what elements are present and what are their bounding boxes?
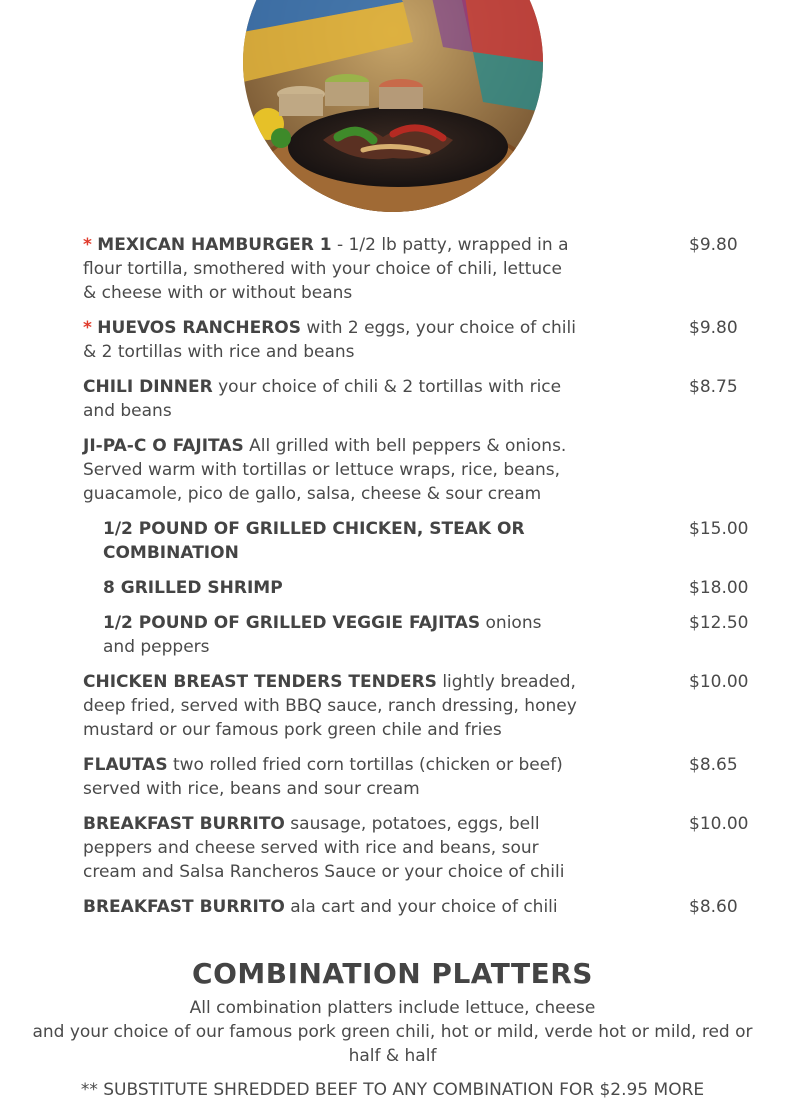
menu-item xyxy=(83,316,763,364)
item-desc: - 1/2 lb patty, wrapped in a flour tortilla, smothered with your choice of chili, lettuce & cheese with or without beans xyxy=(83,235,569,303)
menu-sub-item xyxy=(83,517,763,565)
menu-item xyxy=(83,670,763,742)
star-marker: * xyxy=(83,235,92,255)
item-name: HUEVOS RANCHEROS xyxy=(97,318,301,338)
section-intro xyxy=(30,996,755,1068)
menu-item xyxy=(83,753,763,801)
item-price: $8.75 xyxy=(689,377,738,397)
menu-item xyxy=(83,895,763,919)
item-name: MEXICAN HAMBURGER 1 xyxy=(97,235,332,255)
item-name: CHICKEN BREAST TENDERS TENDERS xyxy=(83,672,437,692)
item-name: BREAKFAST BURRITO xyxy=(83,814,285,834)
section-title: COMBINATION PLATTERS xyxy=(192,957,593,990)
menu-items xyxy=(83,233,763,930)
substitution-note: ** SUBSTITUTE SHREDDED BEEF TO ANY COMBINATION FOR $2.95 MORE xyxy=(80,1080,705,1100)
menu-item xyxy=(83,375,763,423)
item-desc: onions and peppers xyxy=(103,613,542,657)
item-name: 8 GRILLED SHRIMP xyxy=(103,578,283,598)
star-marker: * xyxy=(83,318,92,338)
section-intro-line: and your choice of our famous pork green chili, hot or mild, verde hot or mild, red or half & half xyxy=(32,1022,753,1066)
item-desc: two rolled fried corn tortillas (chicken or beef) served with rice, beans and sour cream xyxy=(83,755,563,799)
item-name: BREAKFAST BURRITO xyxy=(83,897,285,917)
menu-sub-item xyxy=(83,611,763,659)
item-name: FLAUTAS xyxy=(83,755,168,775)
item-name: JI-PA-C O FAJITAS xyxy=(83,436,244,456)
item-desc: lightly breaded, deep fried, served with BBQ sauce, ranch dressing, honey mustard or our famous pork green chile and fries xyxy=(83,672,577,740)
menu-item xyxy=(83,233,763,305)
item-name: CHILI DINNER xyxy=(83,377,213,397)
combination-platters-section xyxy=(0,954,785,1102)
item-price: $9.80 xyxy=(689,318,738,338)
item-price: $10.00 xyxy=(689,672,749,692)
item-desc: your choice of chili & 2 tortillas with rice and beans xyxy=(83,377,562,421)
item-name: 1/2 POUND OF GRILLED CHICKEN, STEAK OR COMBINATION xyxy=(103,519,525,563)
item-desc: ala cart and your choice of chili xyxy=(284,897,558,917)
item-price: $12.50 xyxy=(689,613,749,633)
item-price: $8.65 xyxy=(689,755,738,775)
menu-sub-item xyxy=(83,576,763,600)
item-desc: All grilled with bell peppers & onions. Served warm with tortillas or lettuce wraps, rice, beans, guacamole, pico de gallo, salsa, cheese & sour cream xyxy=(83,436,567,504)
menu-item xyxy=(83,812,763,884)
section-intro-line: All combination platters include lettuce, cheese xyxy=(189,998,596,1018)
item-price: $10.00 xyxy=(689,814,749,834)
item-price: $9.80 xyxy=(689,235,738,255)
item-name: 1/2 POUND OF GRILLED VEGGIE FAJITAS xyxy=(103,613,481,633)
item-price: $15.00 xyxy=(689,519,749,539)
menu-item xyxy=(83,434,763,506)
hero-image xyxy=(243,0,543,212)
item-desc: sausage, potatoes, eggs, bell peppers and cheese served with rice and beans, sour cream and Salsa Rancheros Sauce or your choice of chili xyxy=(83,814,565,882)
item-price: $18.00 xyxy=(689,578,749,598)
item-price: $8.60 xyxy=(689,897,738,917)
item-desc: with 2 eggs, your choice of chili & 2 tortillas with rice and beans xyxy=(83,318,576,362)
fajita-skillet-photo-icon xyxy=(243,0,543,212)
